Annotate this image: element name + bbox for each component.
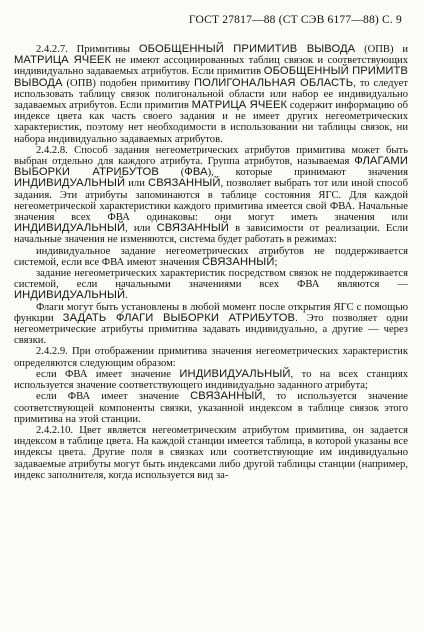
function-name-term: СВЯЗАННЫЙ: [148, 177, 221, 190]
function-name-term: ФВА: [184, 166, 208, 179]
paragraph-text: , то на всех станциях используется значение соответствующего индивидуально заданного атрибута;: [14, 368, 408, 392]
paragraph-text: , позволяет выбрать тот или иной способ задания. Эти атрибуты запоминаются в таблице состояния ЯГС. Для каждой негеометрической характеристики каждого примитива имеется свой ФВА. Начальные значения всех ФВА одинаковы: они могут иметь значения или: [14, 178, 408, 224]
paragraph-text: , то следует использовать таблицу связок полигональной области или набор ее индивидуально задаваемых атрибутов. Если примитив: [14, 77, 408, 112]
function-name-term: ЗАДАТЬ ФЛАГИ ВЫБОРКИ АТРИБУТОВ: [62, 311, 296, 324]
paragraph: [14, 425, 408, 481]
function-name-term: ФЛАГАМИ ВЫБОРКИ АТРИБУТОВ: [14, 155, 408, 179]
paragraph-text: , то используется значение соответствующей компоненты связки, указанной индексом в таблице связок этого примитива на этой станции.: [14, 391, 408, 425]
paragraph-text: , или: [125, 223, 157, 235]
paragraph-text: если ФВА имеет значение: [36, 368, 180, 380]
function-name-term: МАТРИЦА ЯЧЕЕК: [14, 54, 112, 67]
function-name-term: ОБОБЩЕННЫЙ ПРИМИТВ ВЫВОДА: [14, 65, 408, 89]
paragraph-text: 2.4.2.7. Примитивы: [36, 44, 139, 55]
function-name-term: ИНДИВИДУАЛЬНЫЙ: [179, 367, 291, 380]
document-body: [14, 44, 408, 481]
paragraph: [14, 302, 408, 347]
function-name-term: ИНДИВИДУАЛЬНЫЙ: [14, 222, 126, 235]
paragraph-text: .: [125, 290, 128, 302]
paragraph-text: 2.4.2.10. Цвет является негеометрическим атрибутом примитива, он задается индексом в таблице цвета. На каждой станции имеется таблица, в которой указаны все индексы цвета. Другие поля в связках или соответствующие им индивидуально задаваемые атрибуты могут быть индексами либо другой таблицы станции (например, индекс заполнителя, когда используется вид за-: [14, 424, 408, 481]
paragraph-text: 2.4.2.9. При отображении примитива значения негеометрических характеристик определяются следующим образом:: [14, 346, 408, 369]
paragraph-text: 2.4.2.8. Способ задания негеометрических атрибутов примитива может быть выбран отдельно для каждого атрибута. Группа атрибутов, называемая: [14, 144, 408, 168]
paragraph-text: не имеют ассоциированных таблиц связок и соответствующих индивидуально задаваемых атрибутов. Если примитив: [14, 55, 408, 78]
paragraph: [14, 369, 408, 391]
paragraph-text: содержит информацию об индексе цвета как часть своего задания и не имеет других негеометрических характеристик, поэтому нет необходимости в использовании ни таблицы связок, ни набора индивидуально задаваемых атрибутов.: [14, 100, 408, 145]
function-name-term: СВЯЗАННЫЙ: [190, 390, 263, 403]
paragraph: [14, 246, 408, 268]
paragraph-text: или: [125, 178, 149, 190]
paragraph: [14, 145, 408, 246]
paragraph-text: задание негеометрических характеристик посредством связок не поддерживается системой, если начальными значениями всех ФВА являются —: [14, 268, 408, 291]
paragraph-text: если ФВА имеет значение: [36, 391, 191, 403]
page-header: ГОСТ 27817—88 (СТ СЭВ 6177—88) С. 9: [188, 14, 402, 26]
function-name-term: ИНДИВИДУАЛЬНЫЙ: [14, 177, 126, 190]
function-name-term: СВЯЗАННЫЙ: [156, 222, 230, 235]
paragraph: [14, 44, 408, 145]
paragraph-text: индивидуальное задание негеометрических атрибутов не поддерживается системой, если все ФВА имеют значения: [14, 245, 408, 268]
paragraph-text: ), которые принимают значения: [207, 167, 408, 179]
function-name-term: ПОЛИГОНАЛЬНАЯ ОБЛАСТЬ: [194, 76, 354, 89]
paragraph-text: (ОПВ) подобен примитиву: [62, 77, 194, 89]
function-name-term: ОБОБЩЕННЫЙ ПРИМИТИВ ВЫВОДА: [138, 43, 356, 55]
paragraph: [14, 346, 408, 368]
paragraph: [14, 391, 408, 425]
paragraph-text: Флаги могут быть установлены в любой момент после открытия ЯГС с помощью функции: [14, 301, 408, 324]
function-name-term: МАТРИЦА ЯЧЕЕК: [191, 99, 288, 112]
paragraph: [14, 268, 408, 302]
paragraph-text: (ОПВ) и: [355, 44, 408, 55]
function-name-term: СВЯЗАННЫЙ: [201, 255, 275, 268]
function-name-term: ИНДИВИДУАЛЬНЫЙ: [14, 289, 126, 302]
paragraph-text: . Это позволяет одни негеометрические атрибуты примитива задавать индивидуально, а другие — через связки.: [14, 312, 408, 347]
paragraph-text: в зависимости от реализации. Если начальные значения не изменяются, система будет работать в режимах:: [14, 223, 408, 246]
paragraph-text: (: [158, 167, 185, 179]
paragraph-text: ;: [274, 256, 278, 268]
